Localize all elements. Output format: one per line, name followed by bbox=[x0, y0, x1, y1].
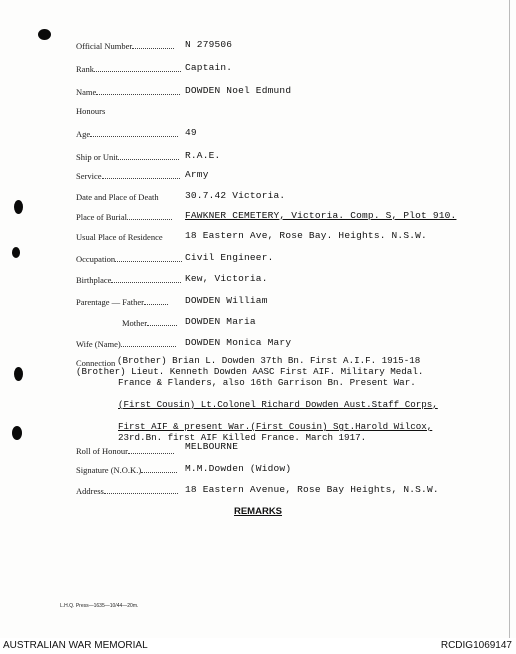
field-father bbox=[76, 295, 268, 311]
connection-line: First AIF & present War.(First Cousin) Sgt.Harold Wilcox, bbox=[118, 421, 433, 432]
record-id: RCDIG1069147 bbox=[440, 640, 512, 651]
field-label: Name bbox=[76, 87, 97, 97]
field-label: Place of Burial bbox=[76, 212, 127, 222]
field-wife bbox=[76, 337, 292, 353]
field-value: MELBOURNE bbox=[185, 441, 239, 452]
field-signature bbox=[76, 463, 292, 479]
field-date-place-death bbox=[76, 190, 286, 206]
field-value: DOWDEN Maria bbox=[185, 316, 256, 327]
field-value: DOWDEN William bbox=[185, 295, 268, 306]
field-value: Kew, Victoria. bbox=[185, 273, 268, 284]
field-service bbox=[76, 169, 209, 185]
punch-hole bbox=[12, 426, 22, 440]
field-label: Mother bbox=[122, 318, 148, 328]
field-birthplace bbox=[76, 273, 268, 289]
field-value: Civil Engineer. bbox=[185, 252, 274, 263]
field-value: N 279506 bbox=[185, 39, 233, 50]
field-label: Ship or Unit bbox=[76, 152, 119, 162]
card-edge bbox=[509, 0, 510, 638]
field-honours bbox=[76, 106, 105, 120]
connection-line: (Brother) Brian L. Dowden 37th Bn. First A.I.F. 1915-18 bbox=[117, 355, 421, 366]
field-label: Honours bbox=[76, 106, 106, 116]
punch-hole bbox=[14, 367, 23, 381]
field-label: Birthplace bbox=[76, 275, 112, 285]
field-label: Usual Place of Residence bbox=[76, 232, 163, 242]
field-official-number bbox=[76, 39, 233, 55]
field-value: 18 Eastern Ave, Rose Bay. Heights. N.S.W. bbox=[185, 230, 427, 241]
field-value: 30.7.42 Victoria. bbox=[185, 190, 286, 201]
punch-hole bbox=[12, 247, 20, 258]
field-ship-or-unit bbox=[76, 150, 221, 166]
field-value: DOWDEN Monica Mary bbox=[185, 337, 292, 348]
field-value: FAWKNER CEMETERY, Victoria. Comp. S, Plot 910. bbox=[185, 210, 457, 221]
archive-footer bbox=[0, 638, 516, 654]
field-label: Roll of Honour bbox=[76, 446, 128, 456]
field-value: Army bbox=[185, 169, 209, 180]
field-value: R.A.E. bbox=[185, 150, 221, 161]
field-label: Rank bbox=[76, 64, 94, 74]
field-label: Occupation bbox=[76, 254, 116, 264]
connection-line: France & Flanders, also 16th Garrison Bn. Present War. bbox=[118, 377, 416, 388]
field-roll-of-honour bbox=[76, 441, 239, 460]
field-value: 18 Eastern Avenue, Rose Bay Heights, N.S.W. bbox=[185, 484, 439, 495]
field-label: Official Number bbox=[76, 41, 133, 51]
field-name bbox=[76, 85, 292, 101]
field-value: DOWDEN Noel Edmund bbox=[185, 85, 292, 96]
field-rank bbox=[76, 62, 233, 78]
connection-line: (Brother) Lieut. Kenneth Dowden AASC First AIF. Military Medal. bbox=[76, 366, 424, 377]
connection-line: (First Cousin) Lt.Colonel Richard Dowden Aust.Staff Corps, bbox=[118, 399, 438, 410]
punch-hole bbox=[14, 200, 23, 214]
field-value: M.M.Dowden (Widow) bbox=[185, 463, 292, 474]
field-occupation bbox=[76, 252, 274, 268]
field-label: Date and Place of Death bbox=[76, 192, 159, 202]
field-usual-residence bbox=[76, 230, 427, 246]
connection-line: 23rd.Bn. first AIF Killed France. March 1917. bbox=[118, 432, 367, 443]
field-value: 49 bbox=[185, 127, 197, 138]
field-place-of-burial bbox=[76, 210, 457, 226]
printer-imprint: L.H.Q. Press—1635—10/44—20m. bbox=[60, 603, 139, 609]
field-label: Address bbox=[76, 486, 104, 496]
remarks-heading: REMARKS bbox=[233, 506, 283, 517]
field-address bbox=[76, 484, 439, 500]
field-label: Signature (N.O.K.) bbox=[76, 465, 142, 475]
field-label: Parentage — Father bbox=[76, 297, 144, 307]
field-label: Service bbox=[76, 171, 102, 181]
field-label: Age bbox=[76, 129, 91, 139]
field-mother bbox=[76, 316, 256, 332]
punch-hole bbox=[38, 29, 51, 40]
field-label: Connection bbox=[76, 358, 116, 368]
archive-name: AUSTRALIAN WAR MEMORIAL bbox=[3, 640, 148, 651]
field-value: Captain. bbox=[185, 62, 233, 73]
field-label: Wife (Name) bbox=[76, 339, 121, 349]
field-age bbox=[76, 127, 197, 143]
